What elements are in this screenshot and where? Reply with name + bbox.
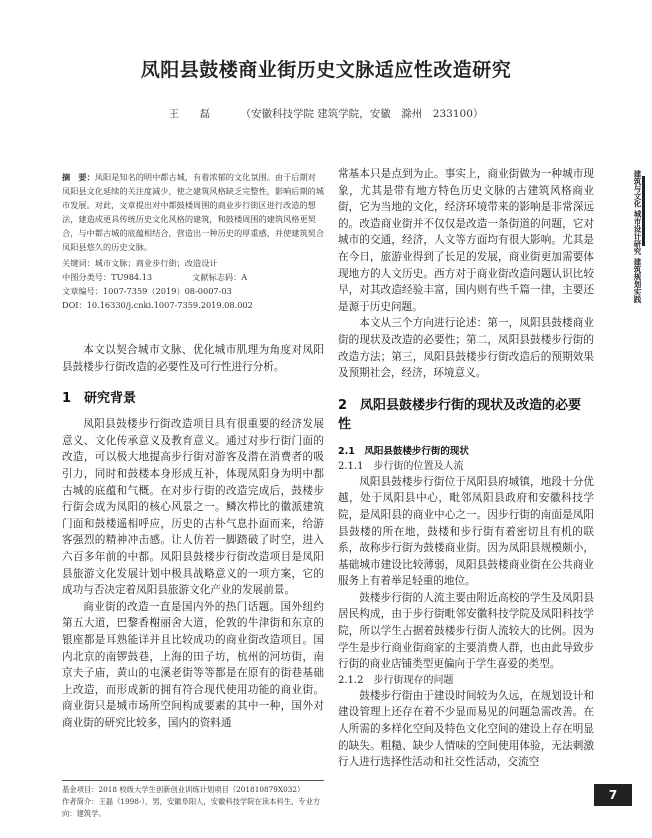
author-affiliation: （安徽科技学院 建筑学院，安徽 滁州 233100） [240, 108, 484, 120]
side-tab-text: 建筑与文化 城市设计研究 建筑规划实践 [633, 170, 642, 303]
page-number: 7 [594, 784, 632, 806]
footnote [62, 784, 324, 820]
subsection-2-1-1-heading: 2.1.1 步行街的位置及人流 [338, 460, 464, 472]
intro-paragraph: 本文以契合城市文脉、优化城市肌理为角度对凤阳县鼓楼步行街改造的必要性及可行性进行分析。 [62, 344, 324, 373]
body-paragraph: 凤阳县鼓楼步行街改造项目具有很重要的经济发展意义、文化传承意义及教育意义。通过对步行街门面的改造，可以极大地提高步行街对游客及潜在消费者的吸引力，同时和鼓楼本身形成互补，体现凤阳身为明中都古城的底蕴和气概。在对步行街的改造完成后，鼓楼步行街会成为凤阳的核心风景之一。鳞次栉比的徽派建筑门面和鼓楼遥相呼应，历史的古朴气息扑面而来，给游客强烈的精神冲击感。让人仿若一脚踏破了时空，进入六百多年前的中都。凤阳县鼓楼步行街改造项目是凤阳县旅游文化发展计划中极具战略意义的一项方案，它的成功与否决定着凤阳县旅游文化产业的发展前景。 [62, 418, 324, 597]
section-side-tab [620, 170, 642, 380]
author-name: 王 磊 [168, 108, 216, 120]
article-number: 文章编号：1007-7359（2019）08-0007-03 [62, 286, 232, 296]
author-line [0, 106, 652, 121]
abstract-paragraph [62, 170, 324, 254]
subsection-2-1-2-heading: 2.1.2 步行街现存的问题 [338, 674, 454, 686]
author-bio: 作者简介：王磊（1998-），男，安徽阜阳人，安徽科技学院在读本科生，专业方向：建筑学。 [62, 797, 321, 818]
side-tab-bar [642, 176, 645, 246]
right-column [338, 166, 594, 771]
abstract-block [62, 170, 324, 312]
left-body [62, 342, 324, 731]
footnote-divider [62, 780, 324, 781]
left-column [62, 170, 324, 731]
section-1-heading: 1 研究背景 [62, 391, 137, 407]
body-paragraph: 本文从三个方向进行论述：第一，凤阳县鼓楼商业街的现状及改造的必要性；第二，凤阳县鼓楼步行街的改造方法；第三，凤阳县鼓楼步行街改造后的预期效果及预期社会，经济，环境意义。 [338, 317, 594, 380]
fund-note: 基金项目：2018 校级大学生创新创业训练计划项目（201810879X032） [62, 785, 305, 794]
section-2-heading: 2 凤阳县鼓楼步行街的现状及改造的必要性 [338, 397, 582, 432]
keywords: 关键词：城市文脉；商业步行街；改造设计 [62, 258, 218, 268]
doc-code: 文献标志码：A [192, 272, 248, 282]
body-paragraph: 商业街的改造一直是国内外的热门话题。国外纽约第五大道，巴黎香榭丽舍大道，伦敦的牛津街和东京的银座都是耳熟能详并且比较成功的商业街改造项目。国内北京的南锣鼓巷，上海的田子坊，杭州的河坊街，南京夫子庙，黄山的屯溪老街等等都是在原有的街巷基础上改造，而形成新的拥有符合现代使用功能的商业街。商业街只是城市场所空间构成要素的其中一种，国外对商业街的研究比较多，国内的资料通 [62, 600, 324, 729]
body-paragraph: 鼓楼步行街由于建设时间较为久远，在规划设计和建设管理上还存在着不少显而易见的问题急需改善。在人所需的多样化空间及特色文化空间的建设上存在明显的缺失。粗糙、缺少人情味的空间使用体验，无法刺激行人进行选择性活动和社交性活动，交流空 [338, 689, 594, 769]
clc-number: 中图分类号：TU984.13 [62, 272, 153, 282]
doi: DOI：10.16330/j.cnki.1007-7359.2019.08.002 [62, 300, 253, 310]
abstract-label: 摘 要： [62, 172, 95, 182]
subsection-2-1-heading: 2.1 凤阳县鼓楼步行街的现状 [338, 445, 469, 457]
body-paragraph: 凤阳县鼓楼步行街位于凤阳县府城镇，地段十分优越，处于凤阳县中心，毗邻凤阳县政府和安徽科技学院，是凤阳县的商业中心之一。因步行街的南面是凤阳县鼓楼的所在地，鼓楼和步行街有着密切且有机的联系，故称步行街为鼓楼商业街。因为凤阳县规模颇小，基础城市建设比较薄弱，凤阳县鼓楼商业街在公共商业服务上有着举足轻重的地位。 [338, 475, 594, 588]
classification-row [62, 270, 324, 284]
abstract-text: 凤阳是知名的明中都古城，有着浓郁的文化氛围。由于后期对凤阳县文化延续的关注度减少，使之建筑风格缺乏完整性，影响后期的城市发展。对此，文章提出对中都鼓楼周围的商业步行街区进行改造的想法，建造成更具传统历史文化风格的建筑，和鼓楼周围的建筑风格更契合，与中都古城的底蕴相结合，营造出一种历史的厚重感，并使建筑契合凤阳县悠久的历史文脉。 [62, 172, 325, 252]
body-paragraph: 鼓楼步行街的人流主要由附近高校的学生及凤阳县居民构成，由于步行街毗邻安徽科技学院及凤阳科技学院，所以学生占据着鼓楼步行街人流较大的比例。因为学生是步行商业街商家的主要消费人群，也由此导致步行街的商业店铺类型更偏向于学生喜爱的类型。 [338, 591, 594, 671]
body-paragraph-continued: 常基本只是点到为止。事实上，商业街做为一种城市现象，尤其是带有地方特色历史文脉的古建筑风格商业街，它为当地的文化，经济环境带来的影响是非常深远的。改造商业街并不仅仅是改造一条街道的问题，它对城市的交通，经济，人文等方面均有很大影响。尤其是在今日，旅游业得到了长足的发展，商业街更加需要体现地方的人文历史。西方对于商业街改造问题认识比较早，对其改造经验丰富，国内则有些千篇一律，主要还是源于历史问题。 [338, 168, 594, 313]
article-title: 凤阳县鼓楼商业街历史文脉适应性改造研究 [140, 59, 512, 81]
